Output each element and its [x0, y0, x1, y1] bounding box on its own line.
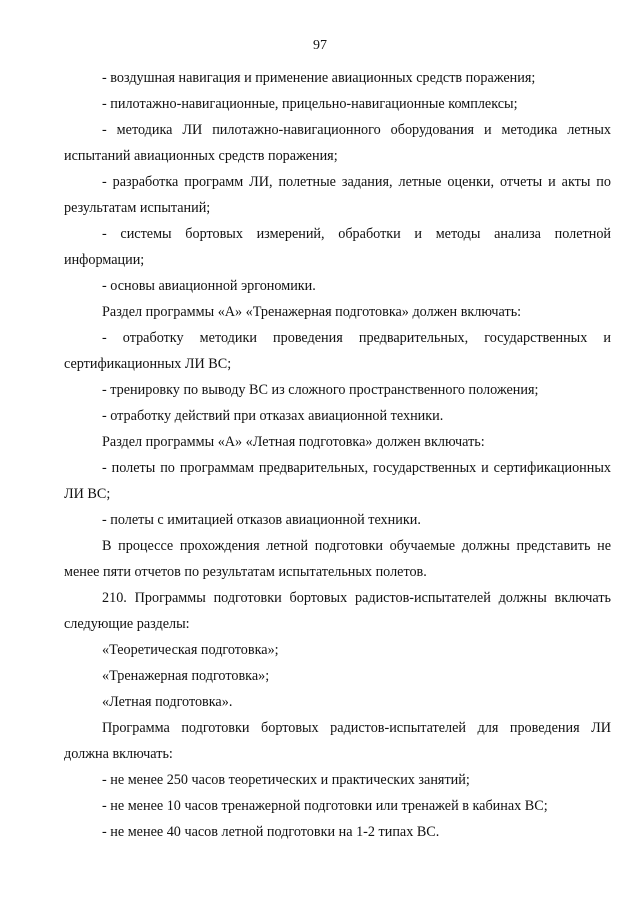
list-item-hours-theory: - не менее 250 часов теоретических и практических занятий;	[102, 772, 470, 788]
list-item-hours-flight: - не менее 40 часов летной подготовки на 1-2 типах ВС.	[102, 824, 440, 840]
list-item-ergonomics: - основы авиационной эргономики.	[102, 278, 316, 294]
list-item-navigation: - воздушная навигация и применение авиационных средств поражения;	[102, 70, 536, 86]
list-item-complexes: - пилотажно-навигационные, прицельно-навигационные комплексы;	[102, 96, 518, 112]
list-item-failure-actions: - отработку действий при отказах авиационной техники.	[102, 408, 444, 424]
paragraph-210: 210. Программы подготовки бортовых радистов-испытателей должны включать следующие разделы:	[64, 590, 611, 632]
document-body	[64, 65, 611, 845]
list-item-measurement-systems: - системы бортовых измерений, обработки и методы анализа полетной информации;	[64, 226, 611, 268]
page-number: 97	[313, 38, 327, 53]
section-theory: «Теоретическая подготовка»;	[102, 642, 279, 658]
section-flight-intro: Раздел программы «А» «Летная подготовка» должен включать:	[102, 434, 485, 450]
list-item-hours-simulator: - не менее 10 часов тренажерной подготовки или тренажей в кабинах ВС;	[102, 798, 548, 814]
section-simulator: «Тренажерная подготовка»;	[102, 668, 270, 684]
list-item-methodology: - методика ЛИ пилотажно-навигационного оборудования и методика летных испытаний авиационных средств поражения;	[64, 122, 611, 164]
list-item-recovery-training: - тренировку по выводу ВС из сложного пространственного положения;	[102, 382, 539, 398]
list-item-flights-failures: - полеты с имитацией отказов авиационной техники.	[102, 512, 421, 528]
paragraph-radio-program: Программа подготовки бортовых радистов-испытателей для проведения ЛИ должна включать:	[64, 720, 611, 762]
list-item-flights-programs: - полеты по программам предварительных, государственных и сертификационных ЛИ ВС;	[64, 460, 611, 502]
list-item-methodology-practice: - отработку методики проведения предварительных, государственных и сертификационных ЛИ ВС;	[64, 330, 611, 372]
section-flight: «Летная подготовка».	[102, 694, 233, 710]
list-item-programs: - разработка программ ЛИ, полетные задания, летные оценки, отчеты и акты по результатам испытаний;	[64, 174, 611, 216]
paragraph-reports: В процессе прохождения летной подготовки обучаемые должны представить не менее пяти отчетов по результатам испытательных полетов.	[64, 538, 611, 580]
section-simulator-intro: Раздел программы «А» «Тренажерная подготовка» должен включать:	[102, 304, 522, 320]
